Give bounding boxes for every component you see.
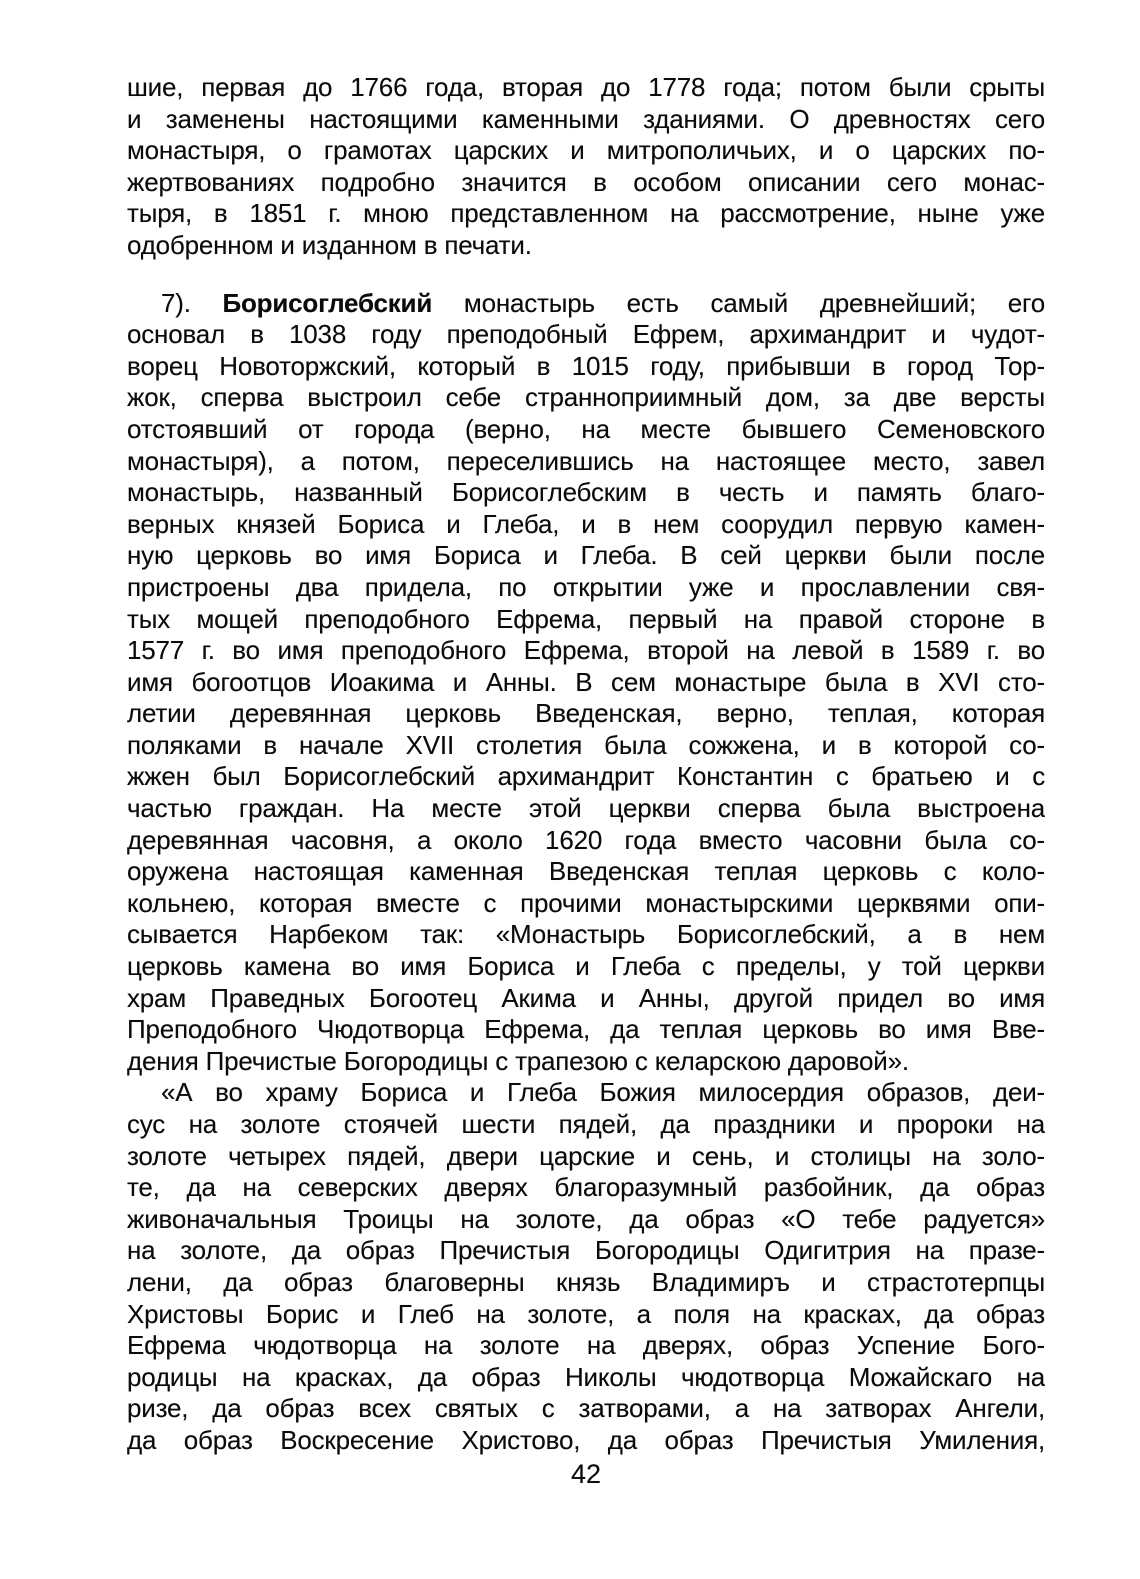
text-line: на золоте, да образ Пречистыя Богородицы Одигитрия на празе-	[127, 1235, 1045, 1266]
text-line: золоте четырех пядей, двери царские и сень, и столицы на золо-	[127, 1140, 1045, 1171]
text-line: кольнею, которая вместе с прочими монастырскими церквями опи-	[127, 887, 1045, 918]
text-line: поляками в начале XVII столетия была сожжена, и в которой со-	[127, 729, 1045, 760]
text-line: Христовы Борис и Глеб на золоте, а поля на красках, да образ	[127, 1298, 1045, 1329]
text-line: шие, первая до 1766 года, вторая до 1778 года; потом были срыты	[127, 72, 1045, 102]
text-segment: монастырь есть самый древнейший; его	[432, 287, 1045, 318]
text-line: да образ Воскресение Христово, да образ Пречистыя Умиления,	[127, 1424, 1045, 1455]
text-line: летии деревянная церковь Введенская, верно, теплая, которая	[127, 698, 1045, 729]
text-line: сывается Нарбеком так: «Монастырь Борисоглебский, а в нем	[127, 919, 1045, 950]
text-line: лени, да образ благоверны князь Владимиръ и страстотерпцы	[127, 1266, 1045, 1297]
text-line: монастыря), а потом, переселившись на настоящее место, завел	[127, 445, 1045, 476]
paragraph-continuation	[127, 72, 1045, 262]
text-line: деревянная часовня, а около 1620 года вместо часовни была со-	[127, 824, 1045, 855]
text-line: частью граждан. На месте этой церкви сперва была выстроена	[127, 793, 1045, 824]
text-line: верных князей Бориса и Глеба, и в нем соорудил первую камен-	[127, 508, 1045, 539]
text-line: дения Пречистые Богородицы с трапезою с келарскою даровой».	[127, 1045, 909, 1076]
text-line: сус на золоте стоячей шести пядей, да праздники и пророки на	[127, 1109, 1045, 1139]
paragraph-7-borisoglebsky-monastery	[127, 288, 1045, 1078]
text-line	[127, 288, 1045, 320]
text-line: тых мощей преподобного Ефрема, первый на правой стороне в	[127, 603, 1045, 634]
text-line: пристроены два придела, по открытии уже и прославлении свя-	[127, 571, 1045, 602]
text-line: Ефрема чюдотворца на золоте на дверях, образ Успение Бого-	[127, 1330, 1045, 1361]
text-line: храм Праведных Богоотец Акима и Анны, другой придел во имя	[127, 982, 1045, 1013]
text-line: живоначальныя Троицы на золоте, да образ «О тебе радуется»	[127, 1203, 1045, 1234]
text-line: жжен был Борисоглебский архимандрит Константин с братьею и с	[127, 761, 1045, 792]
text-line: отстоявший от города (верно, на месте бывшего Семеновского	[127, 413, 1045, 444]
bold-monastery-name: Борисоглебский	[222, 287, 433, 318]
text-line: те, да на северских дверях благоразумный разбойник, да образ	[127, 1172, 1045, 1203]
text-line: основал в 1038 году преподобный Ефрем, архимандрит и чудот-	[127, 319, 1045, 350]
text-line: жертвованиях подробно значится в особом описании сего монас-	[127, 166, 1045, 197]
text-line: монастыря, о грамотах царских и митрополичьих, и о царских по-	[127, 135, 1045, 166]
text-line: ворец Новоторжский, который в 1015 году, прибывши в город Тор-	[127, 350, 1045, 381]
text-line: 1577 г. во имя преподобного Ефрема, второй на левой в 1589 г. во	[127, 635, 1045, 666]
text-line: церковь камена во имя Бориса и Глеба с пределы, у той церкви	[127, 951, 1045, 982]
page-number: 42	[570, 1459, 602, 1489]
text-line: и заменены настоящими каменными зданиями. О древностях сего	[127, 103, 1045, 134]
text-line: тыря, в 1851 г. мною представленном на рассмотрение, ныне уже	[127, 198, 1045, 229]
text-segment: 7).	[161, 287, 223, 318]
text-block	[127, 72, 1045, 1457]
text-line: ризе, да образ всех святых с затворами, а на затворах Ангели,	[127, 1393, 1045, 1424]
text-line: родицы на красках, да образ Николы чюдотворца Можайскаго на	[127, 1361, 1045, 1392]
text-line: «А во храму Бориса и Глеба Божия милосердия образов, деи-	[161, 1077, 1045, 1108]
text-line: имя богоотцов Иоакима и Анны. В сем монастыре была в XVI сто-	[127, 666, 1045, 697]
text-line: оружена настоящая каменная Введенская теплая церковь с коло-	[127, 856, 1045, 887]
paragraph-quote-church-images	[127, 1077, 1045, 1456]
text-line: ную церковь во имя Бориса и Глеба. В сей церкви были после	[127, 540, 1045, 571]
text-line: монастырь, названный Борисоглебским в честь и память благо-	[127, 477, 1045, 508]
text-line: одобренном и изданном в печати.	[127, 229, 532, 260]
text-line: жок, сперва выстроил себе странноприимный дом, за две версты	[127, 382, 1045, 413]
text-line: Преподобного Чюдотворца Ефрема, да теплая церковь во имя Вве-	[127, 1014, 1045, 1045]
